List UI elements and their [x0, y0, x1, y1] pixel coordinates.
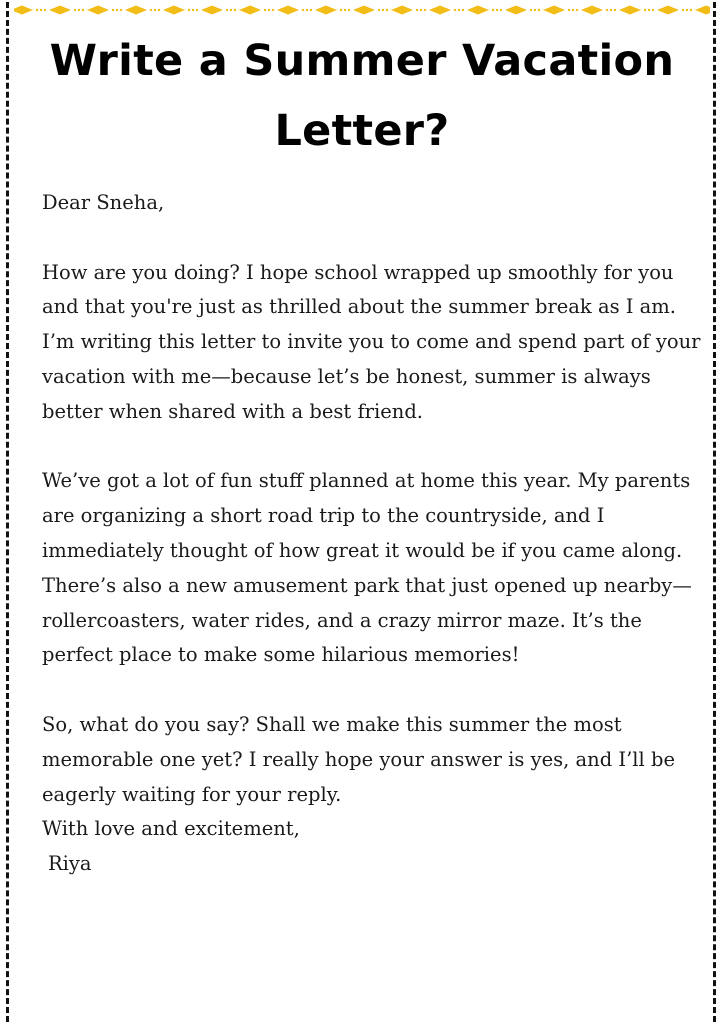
diamond-ornament [49, 6, 71, 15]
dot-ornament [682, 9, 684, 11]
diamond-ornament [657, 6, 679, 15]
dot-ornament [310, 9, 312, 11]
diamond-ornament [239, 6, 261, 15]
dashed-border-left [6, 2, 9, 1022]
dot-ornament [268, 9, 270, 11]
dot-ornament [386, 9, 388, 11]
diamond-ornament [467, 6, 489, 15]
dot-ornament [500, 9, 502, 11]
dot-ornament [648, 9, 650, 11]
letter-closing: With love and excitement, [42, 817, 300, 841]
dot-ornament [340, 9, 342, 11]
dot-ornament [272, 9, 274, 11]
letter-paragraph-2: We’ve got a lot of fun stuff planned at home this year. My parents are organizing a short road trip to the countryside, and I immediately thought of how great it would be if you came along. There’s also a new amusement park that just opened up nearby—rollercoasters, water rides, and a crazy mirror maze. It’s the perfect place to make some hilarious memories! [42, 469, 692, 667]
diamond-ornament [125, 6, 147, 15]
dot-ornament [462, 9, 464, 11]
dot-ornament [78, 9, 80, 11]
diamond-ornament [695, 6, 710, 15]
dot-ornament [458, 9, 460, 11]
dot-ornament [188, 9, 190, 11]
letter-paragraph-3: So, what do you say? Shall we make this summer the most memorable one yet? I really hope your answer is yes, and I’ll be eagerly waiting for your reply. [42, 712, 675, 806]
dot-ornament [192, 9, 194, 11]
dot-ornament [378, 9, 380, 11]
dot-ornament [36, 9, 38, 11]
dot-ornament [416, 9, 418, 11]
dot-ornament [572, 9, 574, 11]
diamond-ornament [505, 6, 527, 15]
dot-ornament [344, 9, 346, 11]
dot-ornament [154, 9, 156, 11]
dot-ornament [686, 9, 688, 11]
dot-ornament [576, 9, 578, 11]
diamond-ornament [391, 6, 413, 15]
diamond-ornament [277, 6, 299, 15]
diamond-ornament [581, 6, 603, 15]
dot-ornament [382, 9, 384, 11]
dot-ornament [40, 9, 42, 11]
dot-ornament [234, 9, 236, 11]
diamond-ornament [315, 6, 337, 15]
diamond-ornament [429, 6, 451, 15]
letter-body [42, 186, 702, 882]
dot-ornament [226, 9, 228, 11]
dot-ornament [302, 9, 304, 11]
dot-ornament [150, 9, 152, 11]
dot-ornament [112, 9, 114, 11]
dot-ornament [534, 9, 536, 11]
dashed-border-right [713, 2, 716, 1022]
dot-ornament [306, 9, 308, 11]
dot-ornament [690, 9, 692, 11]
dot-ornament [644, 9, 646, 11]
top-diamond-border [14, 0, 710, 20]
dot-ornament [492, 9, 494, 11]
diamond-ornament [619, 6, 641, 15]
dot-ornament [196, 9, 198, 11]
letter-paragraph-1: How are you doing? I hope school wrapped up smoothly for you and that you're just as thrilled about the summer break as I am. I’m writing this letter to invite you to come and spend part of your vacation with me—because let’s be honest, summer is always better when shared with a best friend. [42, 260, 701, 423]
letter-salutation: Dear Sneha, [42, 191, 165, 214]
diamond-ornament [353, 6, 375, 15]
diamond-ornament [163, 6, 185, 15]
dot-ornament [610, 9, 612, 11]
dot-ornament [568, 9, 570, 11]
dot-ornament [348, 9, 350, 11]
dot-ornament [120, 9, 122, 11]
dot-ornament [230, 9, 232, 11]
dot-ornament [264, 9, 266, 11]
dot-ornament [116, 9, 118, 11]
dot-ornament [454, 9, 456, 11]
dot-ornament [82, 9, 84, 11]
dot-ornament [420, 9, 422, 11]
dot-ornament [44, 9, 46, 11]
dot-ornament [606, 9, 608, 11]
dot-ornament [652, 9, 654, 11]
dot-ornament [496, 9, 498, 11]
dot-ornament [424, 9, 426, 11]
letter-signature: Riya [48, 852, 92, 876]
page-title: Write a Summer Vacation Letter? [49, 36, 675, 156]
dot-ornament [158, 9, 160, 11]
diamond-ornament [14, 6, 33, 15]
dot-ornament [74, 9, 76, 11]
dot-ornament [614, 9, 616, 11]
diamond-ornament [543, 6, 565, 15]
diamond-ornament [87, 6, 109, 15]
diamond-ornament [201, 6, 223, 15]
dot-ornament [530, 9, 532, 11]
dot-ornament [538, 9, 540, 11]
